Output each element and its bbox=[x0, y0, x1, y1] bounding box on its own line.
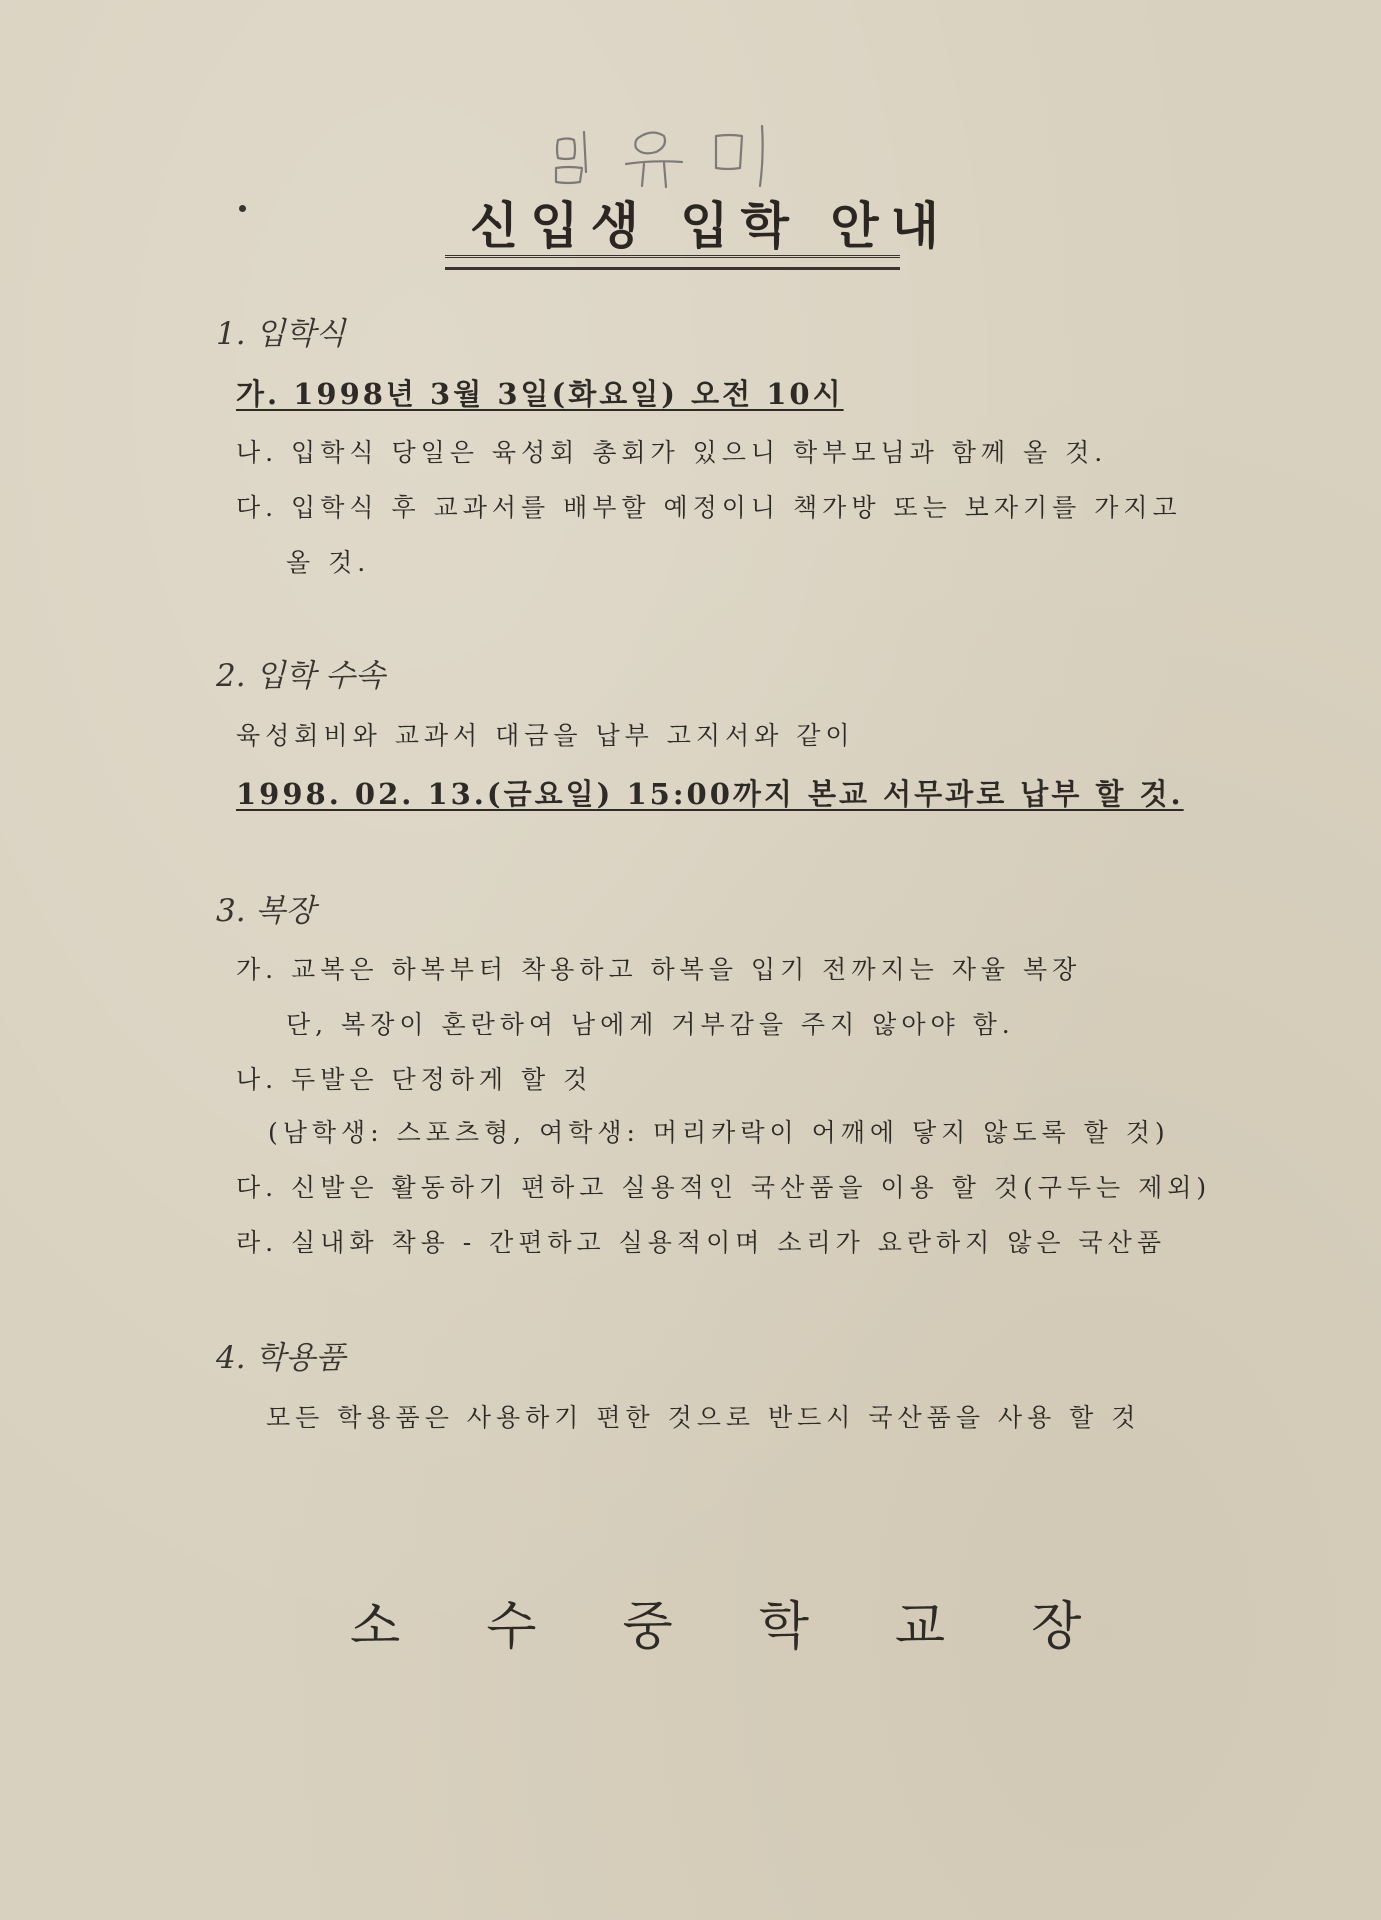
margin-dot bbox=[239, 205, 246, 212]
dress-line-5: 다. 신발은 활동하기 편하고 실용적인 국산품을 이용 할 것(구두는 제외) bbox=[236, 1173, 1212, 1202]
principal-signer: 소수중학교장 bbox=[350, 1597, 1168, 1657]
dress-line-1: 가. 교복은 하복부터 착용하고 하복을 입기 전까지는 자율 복장 bbox=[236, 955, 1082, 984]
title-double-rule bbox=[445, 255, 900, 270]
section-1-heading: 1. 입학식 bbox=[216, 316, 346, 352]
ceremony-line-2: 나. 입학식 당일은 육성회 총회가 있으니 학부모님과 함께 올 것. bbox=[236, 438, 1108, 467]
dress-line-3: 나. 두발은 단정하게 할 것 bbox=[236, 1065, 593, 1094]
dress-line-4: (남학생: 스포츠형, 여학생: 머리카락이 어깨에 닿지 않도록 할 것) bbox=[268, 1118, 1170, 1147]
section-3-heading: 3. 복장 bbox=[216, 893, 316, 929]
section-4-heading: 4. 학용품 bbox=[216, 1340, 346, 1376]
ceremony-line-3-cont: 올 것. bbox=[286, 548, 371, 577]
dress-line-2: 단, 복장이 혼란하여 남에게 거부감을 주지 않아야 함. bbox=[286, 1010, 1015, 1039]
section-2-heading: 2. 입학 수속 bbox=[216, 658, 386, 694]
page-title: 신입생 입학 안내 bbox=[470, 196, 951, 255]
ceremony-date-line: 가. 1998년 3월 3일(화요일) 오전 10시 bbox=[236, 377, 844, 411]
ceremony-line-3: 다. 입학식 후 교과서를 배부할 예정이니 책가방 또는 보자기를 가지고 bbox=[236, 493, 1182, 522]
enrollment-line-1: 육성회비와 교과서 대금을 납부 고지서와 같이 bbox=[236, 721, 855, 750]
supplies-line-1: 모든 학용품은 사용하기 편한 것으로 반드시 국산품을 사용 할 것 bbox=[266, 1403, 1141, 1432]
enrollment-deadline-line: 1998. 02. 13.(금요일) 15:00까지 본교 서무과로 납부 할 것. bbox=[236, 777, 1184, 811]
dress-line-6: 라. 실내화 착용 - 간편하고 실용적이며 소리가 요란하지 않은 국산품 bbox=[236, 1228, 1166, 1257]
